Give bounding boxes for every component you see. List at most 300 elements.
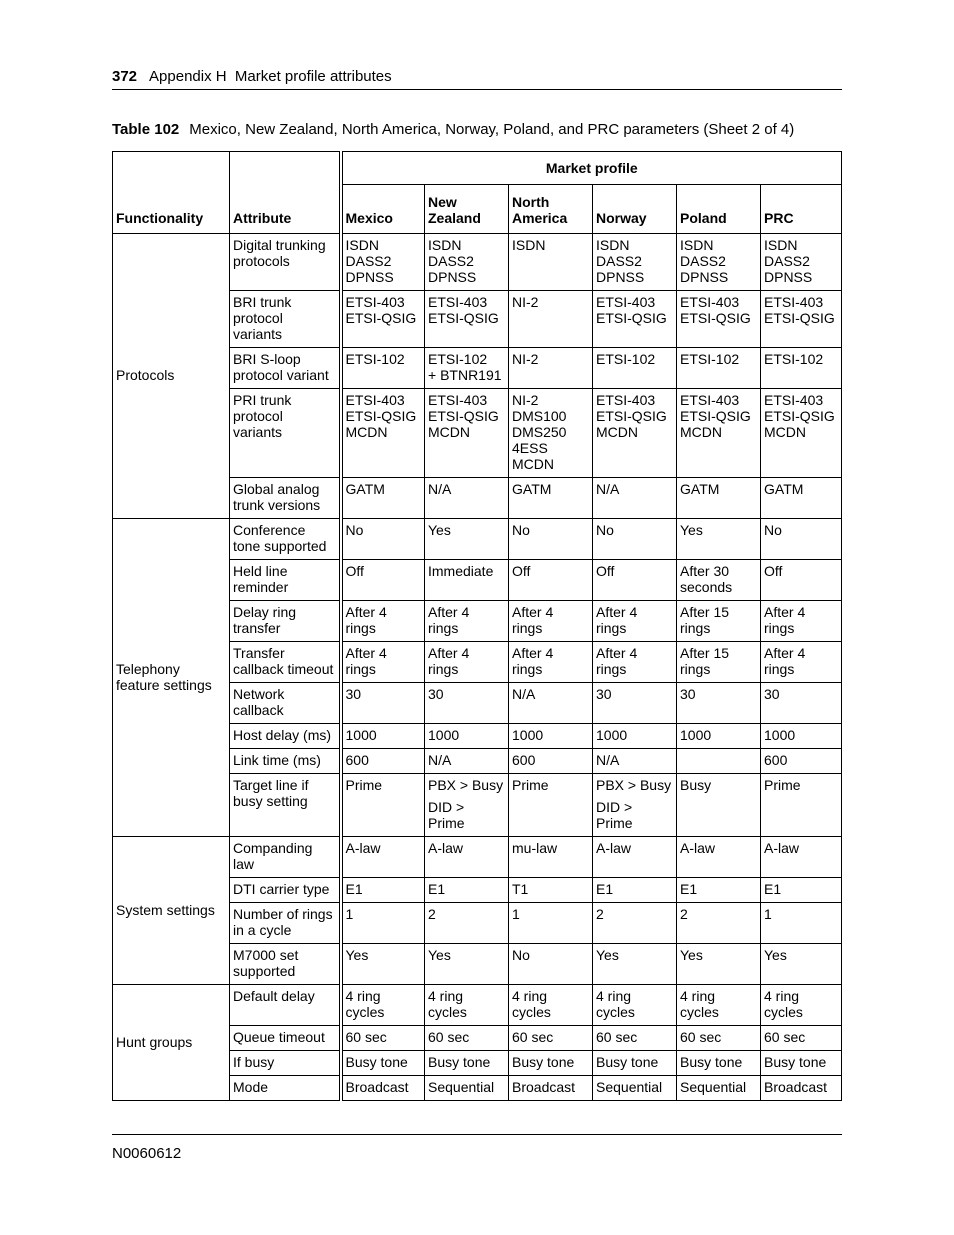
- value-cell: [509, 348, 593, 389]
- value-cell: [425, 878, 509, 903]
- value-cell: [593, 348, 677, 389]
- value-text: GATM: [512, 481, 552, 497]
- value-cell: [761, 724, 842, 749]
- attribute-cell: Companding law: [230, 837, 341, 878]
- table-caption: [112, 121, 852, 139]
- value-text: 30: [596, 686, 612, 702]
- value-text: No: [512, 522, 530, 538]
- value-cell: [677, 601, 761, 642]
- value-cell: [761, 478, 842, 519]
- value-text: N/A: [596, 481, 620, 497]
- value-text: ETSI-403 ETSI-QSIG MCDN: [428, 392, 499, 440]
- header-market: New Zealand: [425, 185, 509, 234]
- value-text: After 4 rings: [428, 604, 470, 636]
- attribute-cell: Digital trunking protocols: [230, 234, 341, 291]
- value-text: NI-2: [512, 294, 539, 310]
- value-cell: [509, 560, 593, 601]
- attribute-cell: M7000 set supported: [230, 944, 341, 985]
- value-cell: [761, 837, 842, 878]
- value-cell: [509, 749, 593, 774]
- value-text: ETSI-102 + BTNR191: [428, 351, 502, 383]
- value-text: N/A: [428, 481, 452, 497]
- attribute-cell: Global analog trunk versions: [230, 478, 341, 519]
- value-text: Yes: [764, 947, 787, 963]
- attribute-cell: Default delay: [230, 985, 341, 1026]
- value-text: 4 ring cycles: [512, 988, 551, 1020]
- functionality-cell: Protocols: [113, 234, 230, 519]
- value-text: 4 ring cycles: [680, 988, 719, 1020]
- value-cell: [677, 389, 761, 478]
- value-text: Broadcast: [512, 1079, 576, 1095]
- value-text: After 4 rings: [428, 645, 470, 677]
- value-cell: [593, 234, 677, 291]
- attribute-cell: Held line reminder: [230, 560, 341, 601]
- value-cell: [425, 478, 509, 519]
- value-text: Sequential: [680, 1079, 747, 1095]
- value-text: ETSI-403 ETSI-QSIG: [680, 294, 751, 326]
- value-cell: [341, 1076, 425, 1101]
- attribute-cell: BRI S-loop protocol variant: [230, 348, 341, 389]
- value-text: E1: [428, 881, 446, 897]
- value-cell: [425, 985, 509, 1026]
- value-cell: [509, 724, 593, 749]
- value-cell: [761, 1051, 842, 1076]
- table-label: Table 102: [112, 121, 180, 138]
- value-text: E1: [596, 881, 614, 897]
- value-cell: [425, 724, 509, 749]
- value-text: ETSI-403 ETSI-QSIG MCDN: [764, 392, 835, 440]
- value-text: ETSI-403 ETSI-QSIG: [428, 294, 499, 326]
- value-cell: [425, 601, 509, 642]
- value-text: E1: [680, 881, 698, 897]
- value-cell: [761, 642, 842, 683]
- value-cell: [341, 749, 425, 774]
- value-cell: [593, 878, 677, 903]
- value-text: 60 sec: [512, 1029, 554, 1045]
- value-text: PBX > Busy: [596, 777, 672, 793]
- value-text: Yes: [428, 947, 451, 963]
- value-text: Sequential: [596, 1079, 663, 1095]
- value-text: ETSI-102: [764, 351, 824, 367]
- value-cell: [761, 348, 842, 389]
- value-text: 30: [764, 686, 780, 702]
- value-text-secondary: DID > Prime: [428, 799, 465, 831]
- value-cell: [677, 1026, 761, 1051]
- value-text: 4 ring cycles: [345, 988, 385, 1020]
- value-cell: [677, 291, 761, 348]
- value-text: A-law: [345, 840, 381, 856]
- attribute-cell: BRI trunk protocol variants: [230, 291, 341, 348]
- value-text: Broadcast: [345, 1079, 409, 1095]
- value-text: 60 sec: [428, 1029, 470, 1045]
- value-cell: [593, 478, 677, 519]
- value-cell: [677, 749, 761, 774]
- value-cell: [509, 642, 593, 683]
- attribute-cell: Delay ring transfer: [230, 601, 341, 642]
- value-text: 1000: [428, 727, 460, 743]
- value-cell: [677, 837, 761, 878]
- value-cell: [593, 601, 677, 642]
- value-cell: [677, 1076, 761, 1101]
- value-cell: [593, 519, 677, 560]
- value-cell: [509, 478, 593, 519]
- value-text: After 4 rings: [345, 645, 387, 677]
- value-text: ETSI-102: [345, 351, 405, 367]
- value-cell: [425, 348, 509, 389]
- value-text: ETSI-403 ETSI-QSIG: [596, 294, 667, 326]
- value-text: Prime: [345, 777, 383, 793]
- value-text: Busy tone: [512, 1054, 575, 1070]
- value-text: After 15 rings: [680, 645, 730, 677]
- value-text-secondary: DID > Prime: [596, 799, 633, 831]
- value-text: Busy: [680, 777, 712, 793]
- value-cell: [341, 985, 425, 1026]
- value-cell: [425, 749, 509, 774]
- value-cell: [341, 519, 425, 560]
- market-profile-table: [112, 151, 842, 1101]
- value-text: GATM: [680, 481, 720, 497]
- attribute-cell: Number of rings in a cycle: [230, 903, 341, 944]
- value-text: 30: [428, 686, 444, 702]
- value-cell: [425, 389, 509, 478]
- attribute-cell: Mode: [230, 1076, 341, 1101]
- value-cell: [677, 724, 761, 749]
- page-number: 372: [112, 68, 138, 85]
- value-cell: [425, 944, 509, 985]
- value-cell: [677, 944, 761, 985]
- value-text: T1: [512, 881, 529, 897]
- value-cell: [677, 560, 761, 601]
- value-text: 30: [680, 686, 696, 702]
- value-text: After 4 rings: [764, 645, 806, 677]
- value-text: ISDN: [512, 237, 546, 253]
- value-cell: [593, 1076, 677, 1101]
- value-cell: [677, 903, 761, 944]
- value-text: No: [596, 522, 614, 538]
- value-cell: [341, 348, 425, 389]
- value-text: 4 ring cycles: [764, 988, 803, 1020]
- value-text: Busy tone: [764, 1054, 827, 1070]
- header-rule: [112, 89, 842, 90]
- header-market: North America: [509, 185, 593, 234]
- value-cell: [509, 837, 593, 878]
- value-text: 60 sec: [345, 1029, 387, 1045]
- value-cell: [761, 601, 842, 642]
- value-cell: [341, 1051, 425, 1076]
- value-text: After 4 rings: [764, 604, 806, 636]
- attribute-cell: Queue timeout: [230, 1026, 341, 1051]
- value-text: 1000: [512, 727, 544, 743]
- value-cell: [341, 774, 425, 837]
- value-cell: [593, 774, 677, 837]
- value-text: 60 sec: [764, 1029, 806, 1045]
- value-cell: [677, 642, 761, 683]
- value-text: NI-2: [512, 351, 539, 367]
- value-cell: [761, 878, 842, 903]
- value-text: No: [512, 947, 530, 963]
- value-cell: [677, 1051, 761, 1076]
- value-text: Busy tone: [345, 1054, 408, 1070]
- page-header: [112, 68, 842, 86]
- header-market: PRC: [761, 185, 842, 234]
- value-cell: [425, 903, 509, 944]
- header-market-profile: Market profile: [341, 152, 842, 185]
- attribute-cell: Transfer callback timeout: [230, 642, 341, 683]
- value-cell: [677, 478, 761, 519]
- header-attribute: Attribute: [230, 152, 341, 234]
- value-cell: [509, 683, 593, 724]
- value-cell: [593, 903, 677, 944]
- value-text: Prime: [512, 777, 549, 793]
- value-text: Broadcast: [764, 1079, 828, 1095]
- value-cell: [593, 291, 677, 348]
- value-text: ISDN DASS2 DPNSS: [596, 237, 645, 285]
- value-text: GATM: [764, 481, 804, 497]
- value-cell: [761, 903, 842, 944]
- value-cell: [593, 944, 677, 985]
- value-text: N/A: [428, 752, 452, 768]
- value-text: 60 sec: [596, 1029, 638, 1045]
- attribute-cell: Conference tone supported: [230, 519, 341, 560]
- value-cell: [677, 774, 761, 837]
- value-text: 60 sec: [680, 1029, 722, 1045]
- value-cell: [761, 774, 842, 837]
- value-cell: [341, 478, 425, 519]
- value-cell: [509, 903, 593, 944]
- value-text: Yes: [596, 947, 619, 963]
- value-cell: [341, 837, 425, 878]
- value-cell: [761, 683, 842, 724]
- value-text: A-law: [764, 840, 800, 856]
- value-cell: [341, 1026, 425, 1051]
- value-cell: [761, 234, 842, 291]
- attribute-cell: DTI carrier type: [230, 878, 341, 903]
- value-cell: [677, 878, 761, 903]
- value-text: 2: [428, 906, 436, 922]
- value-text: Busy tone: [596, 1054, 659, 1070]
- value-text: Prime: [764, 777, 801, 793]
- value-text: Immediate: [428, 563, 494, 579]
- table-row: [113, 985, 842, 1026]
- table-row: [113, 519, 842, 560]
- value-text: 4 ring cycles: [596, 988, 635, 1020]
- value-cell: [341, 683, 425, 724]
- value-cell: [593, 749, 677, 774]
- value-cell: [425, 1051, 509, 1076]
- value-text: ETSI-403 ETSI-QSIG: [345, 294, 417, 326]
- value-text: PBX > Busy: [428, 777, 504, 793]
- value-cell: [761, 560, 842, 601]
- value-cell: [341, 291, 425, 348]
- value-cell: [593, 560, 677, 601]
- value-cell: [509, 985, 593, 1026]
- value-text: After 15 rings: [680, 604, 730, 636]
- value-cell: [425, 837, 509, 878]
- value-text: 1000: [345, 727, 377, 743]
- value-cell: [341, 560, 425, 601]
- functionality-cell: System settings: [113, 837, 230, 985]
- value-text: 1000: [596, 727, 628, 743]
- value-text: A-law: [680, 840, 716, 856]
- value-cell: [509, 601, 593, 642]
- value-text: After 4 rings: [596, 604, 638, 636]
- value-text: 2: [680, 906, 688, 922]
- value-cell: [677, 519, 761, 560]
- functionality-cell: Hunt groups: [113, 985, 230, 1101]
- value-cell: [341, 903, 425, 944]
- value-text: A-law: [596, 840, 632, 856]
- value-cell: [677, 683, 761, 724]
- value-cell: [425, 683, 509, 724]
- value-cell: [341, 724, 425, 749]
- attribute-cell: Target line if busy setting: [230, 774, 341, 837]
- value-cell: [593, 837, 677, 878]
- value-cell: [341, 389, 425, 478]
- attribute-cell: Network callback: [230, 683, 341, 724]
- value-text: Yes: [428, 522, 451, 538]
- value-cell: [425, 1076, 509, 1101]
- value-text: 1: [512, 906, 520, 922]
- value-text: mu-law: [512, 840, 558, 856]
- value-cell: [341, 944, 425, 985]
- value-text: 600: [345, 752, 369, 768]
- value-text: After 4 rings: [512, 645, 554, 677]
- value-cell: [509, 774, 593, 837]
- table-title: Mexico, New Zealand, North America, Norway, Poland, and PRC parameters (Sheet 2 of 4): [189, 121, 795, 138]
- value-text: E1: [764, 881, 782, 897]
- value-text: ETSI-102: [680, 351, 740, 367]
- attribute-cell: If busy: [230, 1051, 341, 1076]
- value-cell: [509, 1026, 593, 1051]
- value-text: 1000: [680, 727, 712, 743]
- value-text: 1: [345, 906, 354, 922]
- value-cell: [509, 291, 593, 348]
- value-cell: [761, 389, 842, 478]
- value-cell: [425, 642, 509, 683]
- value-cell: [425, 774, 509, 837]
- chapter-title: Appendix H Market profile attributes: [149, 68, 392, 85]
- value-text: 30: [345, 686, 362, 702]
- value-cell: [341, 878, 425, 903]
- value-text: ETSI-403 ETSI-QSIG: [764, 294, 835, 326]
- value-cell: [509, 1051, 593, 1076]
- attribute-cell: Host delay (ms): [230, 724, 341, 749]
- value-cell: [425, 234, 509, 291]
- value-text: E1: [345, 881, 363, 897]
- value-text: Off: [512, 563, 531, 579]
- value-cell: [761, 985, 842, 1026]
- value-cell: [593, 1026, 677, 1051]
- value-cell: [761, 1076, 842, 1101]
- value-text: Yes: [680, 522, 703, 538]
- value-text: 1000: [764, 727, 796, 743]
- footer-rule: [112, 1134, 842, 1135]
- value-text: N/A: [512, 686, 536, 702]
- value-text: GATM: [345, 481, 385, 497]
- value-text: ISDN DASS2 DPNSS: [428, 237, 477, 285]
- value-text: Sequential: [428, 1079, 495, 1095]
- value-cell: [761, 519, 842, 560]
- value-text: Busy tone: [428, 1054, 491, 1070]
- value-text: 600: [512, 752, 536, 768]
- value-cell: [509, 389, 593, 478]
- value-cell: [341, 601, 425, 642]
- attribute-cell: PRI trunk protocol variants: [230, 389, 341, 478]
- value-text: ETSI-403 ETSI-QSIG MCDN: [345, 392, 417, 440]
- value-cell: [425, 1026, 509, 1051]
- value-cell: [509, 878, 593, 903]
- value-cell: [761, 291, 842, 348]
- document-id: N0060612: [112, 1145, 182, 1162]
- value-text: NI-2 DMS100 DMS250 4ESS MCDN: [512, 392, 567, 472]
- value-cell: [761, 1026, 842, 1051]
- value-text: No: [345, 522, 364, 538]
- value-text: 4 ring cycles: [428, 988, 467, 1020]
- value-cell: [593, 1051, 677, 1076]
- header-functionality: Functionality: [113, 152, 230, 234]
- value-cell: [761, 944, 842, 985]
- value-cell: [509, 519, 593, 560]
- value-text: Yes: [345, 947, 369, 963]
- value-cell: [593, 389, 677, 478]
- value-cell: [425, 519, 509, 560]
- value-cell: [425, 560, 509, 601]
- attribute-cell: Link time (ms): [230, 749, 341, 774]
- value-cell: [677, 348, 761, 389]
- value-cell: [593, 985, 677, 1026]
- value-text: 600: [764, 752, 788, 768]
- value-text: Off: [345, 563, 364, 579]
- value-cell: [341, 642, 425, 683]
- value-text: ETSI-403 ETSI-QSIG MCDN: [680, 392, 751, 440]
- value-cell: [341, 234, 425, 291]
- value-cell: [761, 749, 842, 774]
- value-cell: [593, 724, 677, 749]
- value-text: N/A: [596, 752, 620, 768]
- value-text: Busy tone: [680, 1054, 743, 1070]
- value-cell: [425, 291, 509, 348]
- value-text: A-law: [428, 840, 464, 856]
- functionality-cell: Telephony feature settings: [113, 519, 230, 837]
- header-market: Norway: [593, 185, 677, 234]
- value-cell: [509, 234, 593, 291]
- table-row: [113, 234, 842, 291]
- value-text: After 30 seconds: [680, 563, 733, 595]
- value-cell: [509, 944, 593, 985]
- value-text: ETSI-403 ETSI-QSIG MCDN: [596, 392, 667, 440]
- value-text: After 4 rings: [345, 604, 387, 636]
- value-text: ISDN DASS2 DPNSS: [764, 237, 813, 285]
- header-market: Mexico: [341, 185, 425, 234]
- value-cell: [677, 234, 761, 291]
- value-text: 1: [764, 906, 772, 922]
- value-text: ISDN DASS2 DPNSS: [680, 237, 729, 285]
- value-cell: [593, 683, 677, 724]
- value-text: Yes: [680, 947, 703, 963]
- value-text: After 4 rings: [596, 645, 638, 677]
- value-text: Off: [764, 563, 783, 579]
- value-cell: [509, 1076, 593, 1101]
- value-cell: [677, 985, 761, 1026]
- value-text: Off: [596, 563, 615, 579]
- value-text: No: [764, 522, 782, 538]
- header-market: Poland: [677, 185, 761, 234]
- value-cell: [593, 642, 677, 683]
- value-text: ISDN DASS2 DPNSS: [345, 237, 394, 285]
- value-text: ETSI-102: [596, 351, 656, 367]
- value-text: After 4 rings: [512, 604, 554, 636]
- value-text: 2: [596, 906, 604, 922]
